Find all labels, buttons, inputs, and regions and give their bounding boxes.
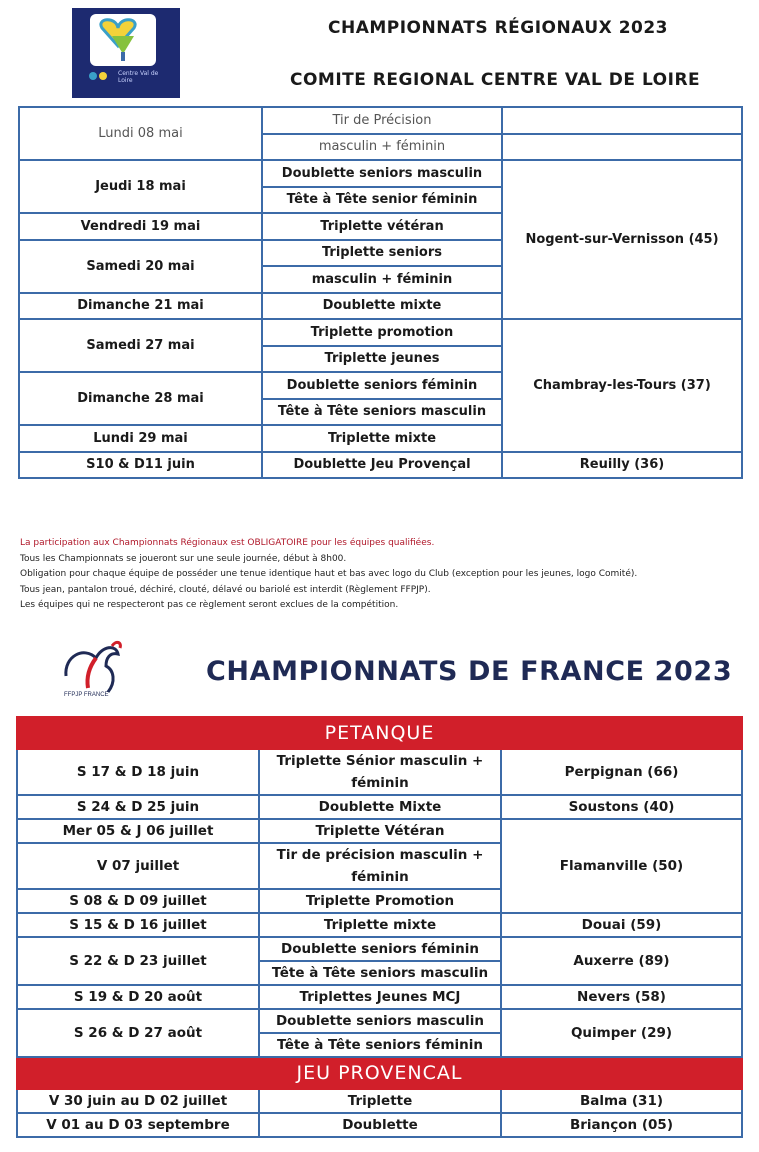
event-cell: Doublette seniors féminin (259, 937, 501, 961)
date-cell: V 07 juillet (17, 843, 259, 889)
venue-cell: Nevers (58) (501, 985, 742, 1009)
event-cell: Triplettes Jeunes MCJ (259, 985, 501, 1009)
event-cell: Doublette Jeu Provençal (262, 452, 502, 479)
venue-cell: Douai (59) (501, 913, 742, 937)
table-row (17, 937, 742, 961)
date-cell: Mer 05 & J 06 juillet (17, 819, 259, 843)
date-cell: V 30 juin au D 02 juillet (17, 1089, 259, 1113)
note-line: Obligation pour chaque équipe de posséder une tenue identique haut et bas avec logo du Club (exception pour les jeunes, logo Comité). (20, 569, 638, 579)
date-cell: Dimanche 21 mai (19, 293, 262, 320)
table-row (19, 452, 742, 479)
event-cell: Triplette promotion (262, 319, 502, 346)
date-cell: S10 & D11 juin (19, 452, 262, 479)
venue-cell: Auxerre (89) (501, 937, 742, 985)
event-cell: Tir de précision masculin + féminin (259, 843, 501, 889)
regional-title: CHAMPIONNATS RÉGIONAUX 2023 (328, 18, 669, 38)
table-row (17, 819, 742, 843)
date-cell: S 15 & D 16 juillet (17, 913, 259, 937)
event-cell: Triplette vétéran (262, 213, 502, 240)
event-cell: Doublette seniors féminin (262, 372, 502, 399)
rules-notes (20, 536, 740, 614)
venue-cell: Nogent-sur-Vernisson (45) (502, 160, 742, 319)
venue-cell (502, 134, 742, 161)
date-cell: Lundi 29 mai (19, 425, 262, 452)
svg-text:FFPJP FRANCE: FFPJP FRANCE (64, 692, 109, 698)
note-line: Tous les Championnats se joueront sur une seule journée, début à 8h00. (20, 553, 347, 564)
table-row (17, 1009, 742, 1033)
section-provencal: JEU PROVENCAL (17, 1057, 742, 1089)
table-row (17, 1089, 742, 1113)
ffpjp-rooster-logo (56, 636, 132, 708)
table-row (17, 985, 742, 1009)
table-row (19, 319, 742, 346)
date-cell: Jeudi 18 mai (19, 160, 262, 213)
table-row (17, 749, 742, 795)
date-cell: S 24 & D 25 juin (17, 795, 259, 819)
table-row (17, 1113, 742, 1137)
venue-cell (502, 107, 742, 134)
venue-cell: Reuilly (36) (502, 452, 742, 479)
event-cell: Tir de Précision (262, 107, 502, 134)
section-header (17, 1057, 742, 1089)
event-cell: Tête à Tête senior féminin (262, 187, 502, 214)
date-cell: Dimanche 28 mai (19, 372, 262, 425)
table-row (19, 160, 742, 187)
section-petanque: PETANQUE (17, 717, 742, 749)
regional-subtitle: COMITE REGIONAL CENTRE VAL DE LOIRE (290, 70, 701, 90)
date-cell: S 22 & D 23 juillet (17, 937, 259, 985)
date-cell: S 08 & D 09 juillet (17, 889, 259, 913)
event-cell: Doublette mixte (262, 293, 502, 320)
event-cell: Triplette jeunes (262, 346, 502, 373)
date-cell: V 01 au D 03 septembre (17, 1113, 259, 1137)
section-header (17, 717, 742, 749)
event-cell: Tête à Tête seniors féminin (259, 1033, 501, 1057)
event-cell: Triplette (259, 1089, 501, 1113)
date-cell: Samedi 20 mai (19, 240, 262, 293)
rooster-icon (56, 636, 132, 708)
venue-cell: Perpignan (66) (501, 749, 742, 795)
table-row (19, 107, 742, 134)
note-line: La participation aux Championnats Régionaux est OBLIGATOIRE pour les équipes qualifiées. (20, 538, 435, 548)
date-cell: Samedi 27 mai (19, 319, 262, 372)
event-cell: Doublette Mixte (259, 795, 501, 819)
table-row (17, 913, 742, 937)
event-cell: Doublette (259, 1113, 501, 1137)
venue-cell: Flamanville (50) (501, 819, 742, 913)
event-cell: masculin + féminin (262, 266, 502, 293)
table-row (17, 795, 742, 819)
france-schedule-table (16, 716, 743, 1138)
note-line: Tous jean, pantalon troué, déchiré, clouté, délavé ou bariolé est interdit (Règlement FFPJP). (20, 584, 431, 595)
date-cell: S 26 & D 27 août (17, 1009, 259, 1057)
event-cell: Triplette mixte (262, 425, 502, 452)
date-cell: S 19 & D 20 août (17, 985, 259, 1009)
venue-cell: Balma (31) (501, 1089, 742, 1113)
logo-emblem (90, 14, 156, 66)
france-title: CHAMPIONNATS DE FRANCE 2023 (206, 656, 733, 687)
date-cell: Vendredi 19 mai (19, 213, 262, 240)
event-cell: Triplette mixte (259, 913, 501, 937)
event-cell: masculin + féminin (262, 134, 502, 161)
event-cell: Doublette seniors masculin (259, 1009, 501, 1033)
date-cell: S 17 & D 18 juin (17, 749, 259, 795)
event-cell: Tête à Tête seniors masculin (262, 399, 502, 426)
date-cell: Lundi 08 mai (19, 107, 262, 160)
logo-bubbles-icon (88, 70, 118, 82)
event-cell: Tête à Tête seniors masculin (259, 961, 501, 985)
note-line: Les équipes qui ne respecteront pas ce règlement seront exclues de la compétition. (20, 600, 399, 610)
event-cell: Triplette seniors (262, 240, 502, 267)
venue-cell: Briançon (05) (501, 1113, 742, 1137)
venue-cell: Chambray-les-Tours (37) (502, 319, 742, 452)
venue-cell: Soustons (40) (501, 795, 742, 819)
event-cell: Triplette Promotion (259, 889, 501, 913)
event-cell: Triplette Sénior masculin + féminin (259, 749, 501, 795)
logo-caption: Centre Val de Loire (118, 70, 159, 84)
comite-logo (72, 8, 180, 98)
venue-cell: Quimper (29) (501, 1009, 742, 1057)
event-cell: Triplette Vétéran (259, 819, 501, 843)
regional-schedule-table (18, 106, 743, 479)
event-cell: Doublette seniors masculin (262, 160, 502, 187)
